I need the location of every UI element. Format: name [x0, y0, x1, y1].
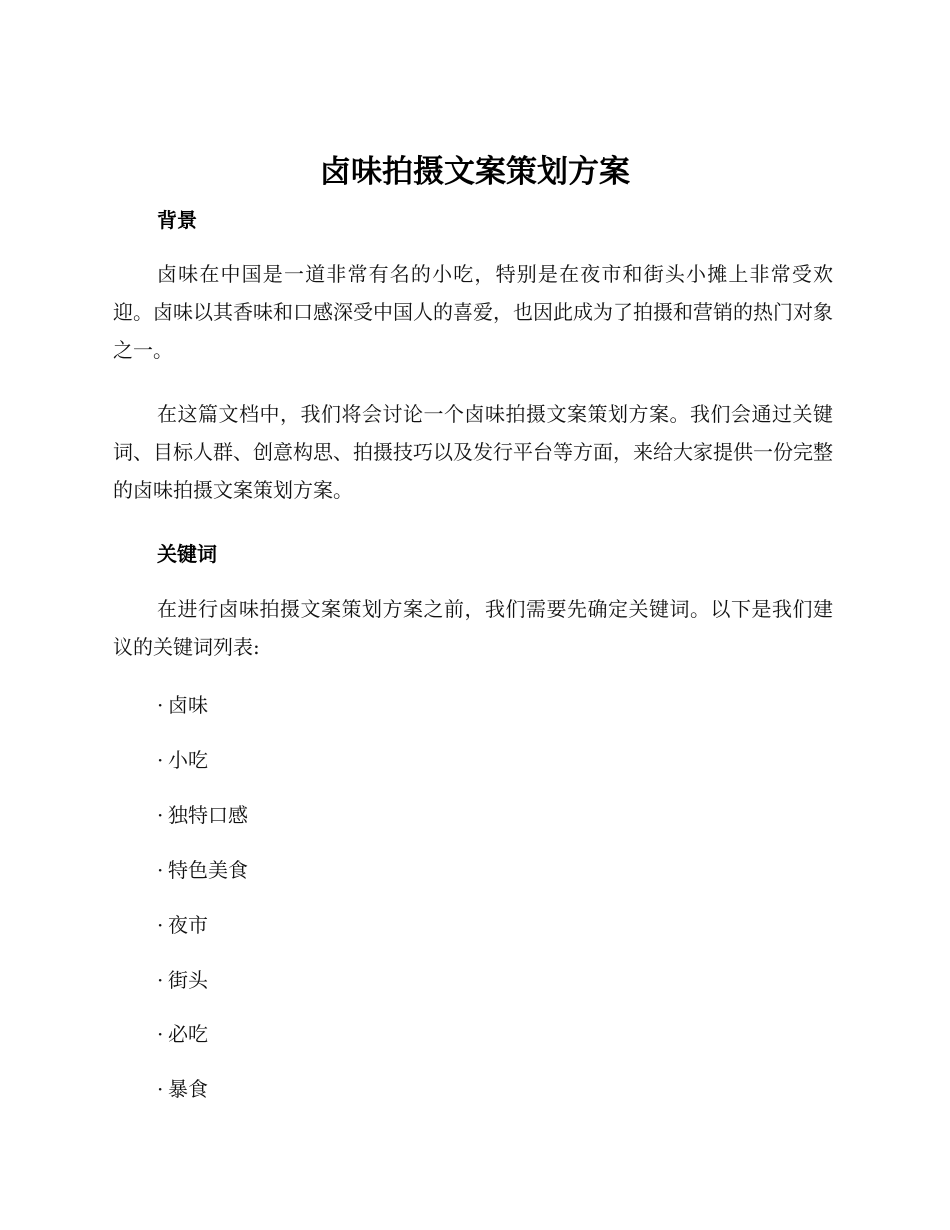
keyword-list-item — [157, 1075, 208, 1103]
keyword-text: 暴食 — [168, 1077, 208, 1101]
bullet-marker: · — [157, 1022, 164, 1046]
keyword-text: 卤味 — [168, 693, 208, 717]
bullet-marker: · — [157, 748, 164, 772]
keyword-text: 独特口感 — [168, 803, 248, 827]
paragraph-background-2: 在这篇文档中，我们将会讨论一个卤味拍摄文案策划方案。我们会通过关键词、目标人群、创意构思、拍摄技巧以及发行平台等方面，来给大家提供一份完整的卤味拍摄文案策划方案。 — [113, 402, 833, 502]
section-heading-background: 背景 — [157, 208, 197, 232]
paragraph-keywords-intro: 在进行卤味拍摄文案策划方案之前，我们需要先确定关键词。以下是我们建议的关键词列表: — [113, 597, 833, 659]
keyword-text: 必吃 — [168, 1022, 208, 1046]
bullet-marker: · — [157, 913, 164, 937]
keyword-list-item — [157, 1020, 208, 1048]
keyword-text: 特色美食 — [168, 858, 248, 882]
bullet-marker: · — [157, 1077, 164, 1101]
keyword-list-item — [157, 966, 208, 994]
keyword-text: 夜市 — [168, 913, 208, 937]
keyword-text: 街头 — [168, 968, 208, 992]
bullet-marker: · — [157, 968, 164, 992]
keyword-list-item — [157, 856, 248, 884]
keyword-list-item — [157, 801, 248, 829]
bullet-marker: · — [157, 803, 164, 827]
paragraph-background-1: 卤味在中国是一道非常有名的小吃，特别是在夜市和街头小摊上非常受欢迎。卤味以其香味和口感深受中国人的喜爱，也因此成为了拍摄和营销的热门对象之一。 — [113, 262, 833, 362]
keyword-list-item — [157, 911, 208, 939]
section-heading-keywords: 关键词 — [157, 542, 217, 566]
keyword-list-item — [157, 746, 208, 774]
keyword-list-item — [157, 691, 208, 719]
document-title: 卤味拍摄文案策划方案 — [320, 154, 630, 190]
bullet-marker: · — [157, 693, 164, 717]
bullet-marker: · — [157, 858, 164, 882]
keyword-text: 小吃 — [168, 748, 208, 772]
